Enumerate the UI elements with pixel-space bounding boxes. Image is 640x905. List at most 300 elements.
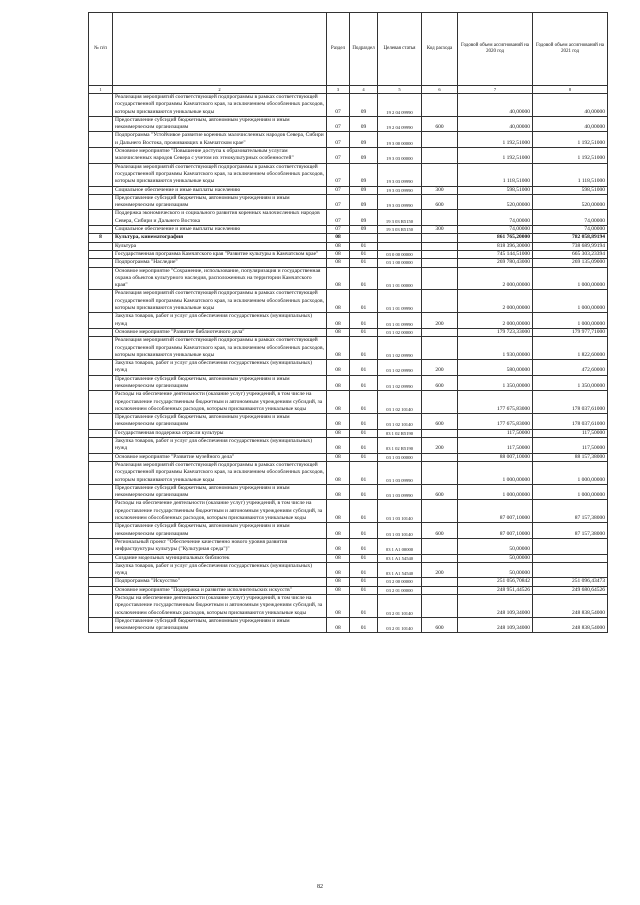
expense-code-cell [422, 290, 458, 313]
row-number-cell [89, 523, 113, 539]
row-name-cell: Закупка товаров, работ и услуг для обеспечения государственных (муниципальных) нужд [113, 313, 327, 329]
expense-code-cell: 600 [422, 375, 458, 391]
podrazdel-cell: 01 [350, 617, 378, 633]
table-row [89, 328, 608, 336]
podrazdel-cell: 01 [350, 391, 378, 414]
column-number: 1 [89, 86, 113, 94]
amount-2020-cell: 40,00000 [458, 94, 533, 117]
target-article-cell: 03 1 03 09990 [378, 461, 422, 484]
amount-2021-cell: 248 838,54000 [533, 595, 608, 618]
target-article-cell: 03 1 03 10140 [378, 500, 422, 523]
amount-2020-cell: 179 723,33000 [458, 328, 533, 336]
amount-2020-cell: 520,00000 [458, 194, 533, 210]
expense-code-cell [422, 578, 458, 586]
row-number-cell [89, 461, 113, 484]
razdel-cell: 07 [327, 148, 350, 164]
row-name-cell: Предоставление субсидий бюджетным, автономным учреждениям и иным некоммерческим организациям [113, 617, 327, 633]
table-row [89, 148, 608, 164]
amount-2021-cell: 1 000,00000 [533, 290, 608, 313]
amount-2021-cell: 40,00000 [533, 116, 608, 132]
table-row [89, 210, 608, 226]
amount-2020-cell: 87 007,10000 [458, 500, 533, 523]
table-row [89, 163, 608, 186]
row-name-cell: Основное мероприятие "Развитие музейного дела" [113, 453, 327, 461]
target-article-cell: 03 1 01 00000 [378, 267, 422, 290]
razdel-cell: 08 [327, 586, 350, 594]
razdel-cell: 08 [327, 337, 350, 360]
razdel-cell: 08 [327, 617, 350, 633]
expense-code-cell [422, 210, 458, 226]
table-row [89, 290, 608, 313]
target-article-cell: 03 2 01 10140 [378, 617, 422, 633]
razdel-cell: 08 [327, 538, 350, 554]
target-article-cell: 19 3 03 09990 [378, 186, 422, 194]
amount-2020-cell: 1 118,51000 [458, 163, 533, 186]
podrazdel-cell: 09 [350, 132, 378, 148]
amount-2021-cell: 40,00000 [533, 94, 608, 117]
row-name-cell: Государственная поддержка отрасли культуры [113, 429, 327, 437]
expense-code-cell [422, 163, 458, 186]
expense-code-cell: 600 [422, 194, 458, 210]
razdel-cell: 08 [327, 523, 350, 539]
razdel-cell: 07 [327, 116, 350, 132]
table-row [89, 267, 608, 290]
table-row [89, 414, 608, 430]
amount-2020-cell: 88 007,10000 [458, 453, 533, 461]
row-name-cell: Предоставление субсидий бюджетным, автономным учреждениям и иным некоммерческим организациям [113, 116, 327, 132]
target-article-cell: 03 1 02 R5190 [378, 438, 422, 454]
table-row [89, 132, 608, 148]
row-number-cell [89, 194, 113, 210]
amount-2020-cell: 177 675,83000 [458, 414, 533, 430]
target-article-cell: 03 1 03 10140 [378, 523, 422, 539]
table-row [89, 259, 608, 267]
table-row [89, 429, 608, 437]
expense-code-cell [422, 461, 458, 484]
amount-2021-cell: 251 096,43473 [533, 578, 608, 586]
podrazdel-cell: 09 [350, 116, 378, 132]
header-year-2020: Годовой объем ассигнований на 2020 год [458, 13, 533, 86]
row-number-cell [89, 391, 113, 414]
razdel-cell: 08 [327, 313, 350, 329]
amount-2021-cell: 472,60000 [533, 360, 608, 376]
column-number: 4 [350, 86, 378, 94]
table-row [89, 234, 608, 242]
row-number-cell [89, 259, 113, 267]
table-row [89, 375, 608, 391]
table-row [89, 586, 608, 594]
amount-2020-cell: 251 056,70842 [458, 578, 533, 586]
row-name-cell: Государственная программа Камчатского края "Развитие культуры в Камчатском крае" [113, 250, 327, 258]
row-name-cell: Реализация мероприятий соответствующей подпрограммы в рамках соответствующей государственной программы Камчатского края, за исключением обособленных расходов, которым присваиваются уникальные коды [113, 337, 327, 360]
amount-2020-cell: 1 192,51000 [458, 148, 533, 164]
expense-code-cell [422, 328, 458, 336]
target-article-cell: 19 3 00 00000 [378, 132, 422, 148]
row-name-cell: Поддержка экономического и социального развития коренных малочисленных народов Севера, Сибири и Дальнего Востока [113, 210, 327, 226]
expense-code-cell [422, 337, 458, 360]
row-number-cell [89, 360, 113, 376]
row-number-cell [89, 116, 113, 132]
row-name-cell: Расходы на обеспечение деятельности (оказание услуг) учреждений, в том числе на предоставление государственным бюджетным и автономным учреждениям субсидий, за исключением обособленных расходов, которым присваиваются уникальные коды [113, 595, 327, 618]
column-number: 5 [378, 86, 422, 94]
header-razdel: Раздел [327, 13, 350, 86]
amount-2020-cell: 50,00000 [458, 562, 533, 578]
razdel-cell: 08 [327, 578, 350, 586]
amount-2020-cell: 74,00000 [458, 226, 533, 234]
podrazdel-cell [350, 234, 378, 242]
row-name-cell: Основное мероприятие "Сохранение, использование, популяризация и государственная охрана объектов культурного наследия, расположенных на территории Камчатского края" [113, 267, 327, 290]
podrazdel-cell: 01 [350, 328, 378, 336]
amount-2021-cell: 782 058,89194 [533, 234, 608, 242]
amount-2020-cell: 269 780,43000 [458, 259, 533, 267]
podrazdel-cell: 09 [350, 194, 378, 210]
razdel-cell: 07 [327, 186, 350, 194]
row-number-cell [89, 94, 113, 117]
podrazdel-cell: 01 [350, 375, 378, 391]
razdel-cell: 08 [327, 461, 350, 484]
row-name-cell: Культура, кинематография [113, 234, 327, 242]
amount-2020-cell: 818 396,30000 [458, 242, 533, 250]
row-number-cell [89, 578, 113, 586]
target-article-cell: 03 1 00 00000 [378, 259, 422, 267]
amount-2021-cell: 1 118,51000 [533, 163, 608, 186]
table-row [89, 461, 608, 484]
target-article-cell: 19 3 03 09990 [378, 163, 422, 186]
amount-2021-cell: 1 000,00000 [533, 313, 608, 329]
amount-2020-cell: 598,51000 [458, 186, 533, 194]
row-number-cell [89, 586, 113, 594]
razdel-cell: 08 [327, 414, 350, 430]
expense-code-cell [422, 595, 458, 618]
amount-2021-cell: 87 157,38000 [533, 500, 608, 523]
target-article-cell: 03 1 02 R5190 [378, 429, 422, 437]
podrazdel-cell: 01 [350, 313, 378, 329]
row-number-cell [89, 226, 113, 234]
podrazdel-cell: 01 [350, 429, 378, 437]
podrazdel-cell: 01 [350, 414, 378, 430]
razdel-cell: 08 [327, 242, 350, 250]
razdel-cell: 07 [327, 94, 350, 117]
expense-code-cell [422, 554, 458, 562]
amount-2021-cell: 178 037,61000 [533, 391, 608, 414]
amount-2021-cell: 598,51000 [533, 186, 608, 194]
row-name-cell: Расходы на обеспечение деятельности (оказание услуг) учреждений, в том числе на предоставление государственным бюджетным и автономным учреждениям субсидий, за исключением обособленных расходов, которым присваиваются уникальные коды [113, 391, 327, 414]
row-number-cell [89, 429, 113, 437]
razdel-cell: 07 [327, 210, 350, 226]
header-target-article: Целевая статья [378, 13, 422, 86]
row-name-cell: Подпрограмма "Наследие" [113, 259, 327, 267]
razdel-cell: 07 [327, 132, 350, 148]
target-article-cell: 19 3 03 09990 [378, 194, 422, 210]
podrazdel-cell: 01 [350, 267, 378, 290]
row-number-cell [89, 186, 113, 194]
amount-2020-cell: 50,00000 [458, 554, 533, 562]
row-number-cell [89, 210, 113, 226]
target-article-cell: 03 1 03 00000 [378, 453, 422, 461]
budget-table [88, 12, 608, 633]
amount-2021-cell: 117,50000 [533, 438, 608, 454]
table-row [89, 116, 608, 132]
target-article-cell: 03 1 A1 54540 [378, 554, 422, 562]
expense-code-cell: 600 [422, 414, 458, 430]
column-number: 7 [458, 86, 533, 94]
amount-2020-cell: 87 007,10000 [458, 523, 533, 539]
amount-2021-cell: 738 689,99194 [533, 242, 608, 250]
row-number-cell [89, 290, 113, 313]
column-number: 2 [113, 86, 327, 94]
expense-code-cell [422, 429, 458, 437]
amount-2020-cell: 248 951,44526 [458, 586, 533, 594]
target-article-cell: 19 3 03 R5150 [378, 210, 422, 226]
row-name-cell: Основное мероприятие "Поддержка и развитие исполнительских искусств" [113, 586, 327, 594]
amount-2020-cell: 74,00000 [458, 210, 533, 226]
amount-2021-cell: 1 350,00000 [533, 375, 608, 391]
amount-2021-cell: 249 680,64526 [533, 586, 608, 594]
amount-2020-cell: 177 675,83000 [458, 391, 533, 414]
table-row [89, 484, 608, 500]
row-number-cell [89, 250, 113, 258]
amount-2020-cell: 861 765,20000 [458, 234, 533, 242]
razdel-cell: 08 [327, 234, 350, 242]
row-name-cell: Социальное обеспечение и иные выплаты населению [113, 186, 327, 194]
amount-2021-cell: 1 000,00000 [533, 267, 608, 290]
amount-2021-cell: 179 977,71000 [533, 328, 608, 336]
row-name-cell: Предоставление субсидий бюджетным, автономным учреждениям и иным некоммерческим организациям [113, 484, 327, 500]
header-expense-code: Код расхода [422, 13, 458, 86]
expense-code-cell: 300 [422, 186, 458, 194]
table-row [89, 617, 608, 633]
podrazdel-cell: 01 [350, 290, 378, 313]
table-row [89, 194, 608, 210]
razdel-cell: 08 [327, 391, 350, 414]
row-name-cell: Реализация мероприятий соответствующей подпрограммы в рамках соответствующей государственной программы Камчатского края, за исключением обособленных расходов, которым присваиваются уникальные коды [113, 461, 327, 484]
amount-2020-cell: 2 000,00000 [458, 313, 533, 329]
amount-2020-cell: 1 350,00000 [458, 375, 533, 391]
target-article-cell: 19 2 04 09990 [378, 116, 422, 132]
amount-2020-cell: 1 000,00000 [458, 484, 533, 500]
razdel-cell: 08 [327, 250, 350, 258]
row-name-cell: Культура [113, 242, 327, 250]
amount-2021-cell: 178 037,61000 [533, 414, 608, 430]
razdel-cell: 08 [327, 500, 350, 523]
target-article-cell: 03 1 01 09990 [378, 313, 422, 329]
target-article-cell: 03 2 00 00000 [378, 578, 422, 586]
amount-2020-cell: 50,00000 [458, 538, 533, 554]
amount-2021-cell: 1 192,51000 [533, 132, 608, 148]
row-number-cell [89, 453, 113, 461]
amount-2020-cell: 248 109,34000 [458, 595, 533, 618]
row-number-cell [89, 328, 113, 336]
target-article-cell: 03 2 01 00000 [378, 586, 422, 594]
expense-code-cell: 600 [422, 116, 458, 132]
row-number-cell [89, 500, 113, 523]
expense-code-cell [422, 267, 458, 290]
podrazdel-cell: 01 [350, 259, 378, 267]
table-header [89, 13, 608, 86]
target-article-cell: 03 1 A1 54540 [378, 562, 422, 578]
row-number-cell [89, 595, 113, 618]
amount-2021-cell: 74,00000 [533, 210, 608, 226]
table-row [89, 94, 608, 117]
row-number-cell [89, 132, 113, 148]
row-name-cell: Социальное обеспечение и иные выплаты населению [113, 226, 327, 234]
row-name-cell: Предоставление субсидий бюджетным, автономным учреждениям и иным некоммерческим организациям [113, 194, 327, 210]
row-number-cell [89, 267, 113, 290]
amount-2020-cell: 580,00000 [458, 360, 533, 376]
expense-code-cell: 300 [422, 226, 458, 234]
expense-code-cell [422, 234, 458, 242]
amount-2021-cell: 88 157,38000 [533, 453, 608, 461]
amount-2020-cell: 2 000,00000 [458, 267, 533, 290]
podrazdel-cell: 01 [350, 500, 378, 523]
expense-code-cell: 600 [422, 523, 458, 539]
expense-code-cell [422, 391, 458, 414]
header-year-2021: Годовой объем ассигнований на 2021 год [533, 13, 608, 86]
expense-code-cell: 200 [422, 360, 458, 376]
amount-2020-cell: 248 109,34000 [458, 617, 533, 633]
row-number-cell [89, 242, 113, 250]
row-name-cell: Основное мероприятие "Повышение доступа к образовательным услугам малочисленных народов Севера с учетом их этнокультурных особенностей" [113, 148, 327, 164]
row-number-cell [89, 163, 113, 186]
expense-code-cell [422, 94, 458, 117]
row-name-cell: Основное мероприятие "Развитие библиотечного дела" [113, 328, 327, 336]
table-row [89, 562, 608, 578]
razdel-cell: 08 [327, 453, 350, 461]
podrazdel-cell: 01 [350, 578, 378, 586]
podrazdel-cell: 01 [350, 538, 378, 554]
expense-code-cell [422, 242, 458, 250]
target-article-cell: 03 1 02 10140 [378, 391, 422, 414]
razdel-cell: 08 [327, 328, 350, 336]
expense-code-cell [422, 586, 458, 594]
target-article-cell: 03 1 02 09990 [378, 337, 422, 360]
razdel-cell: 08 [327, 562, 350, 578]
header-number: № п/п [89, 13, 113, 86]
podrazdel-cell: 01 [350, 554, 378, 562]
amount-2021-cell: 117,50000 [533, 429, 608, 437]
podrazdel-cell: 01 [350, 453, 378, 461]
podrazdel-cell: 01 [350, 484, 378, 500]
row-name-cell: Предоставление субсидий бюджетным, автономным учреждениям и иным некоммерческим организациям [113, 523, 327, 539]
expense-code-cell: 600 [422, 617, 458, 633]
row-name-cell: Закупка товаров, работ и услуг для обеспечения государственных (муниципальных) нужд [113, 562, 327, 578]
expense-code-cell [422, 132, 458, 148]
row-number-cell [89, 148, 113, 164]
amount-2021-cell: 665 303,23394 [533, 250, 608, 258]
table-row [89, 523, 608, 539]
podrazdel-cell: 09 [350, 94, 378, 117]
table-row [89, 186, 608, 194]
page-number: 82 [317, 884, 323, 890]
target-article-cell [378, 242, 422, 250]
row-number-cell [89, 337, 113, 360]
amount-2021-cell: 1 822,60000 [533, 337, 608, 360]
amount-2020-cell: 1 192,51000 [458, 132, 533, 148]
razdel-cell: 08 [327, 429, 350, 437]
row-number-cell [89, 313, 113, 329]
row-name-cell: Подпрограмма "Искусство" [113, 578, 327, 586]
amount-2020-cell: 40,00000 [458, 116, 533, 132]
podrazdel-cell: 01 [350, 595, 378, 618]
table-row [89, 337, 608, 360]
column-number: 6 [422, 86, 458, 94]
amount-2021-cell: 248 838,54000 [533, 617, 608, 633]
row-name-cell: Подпрограмма "Устойчивое развитие коренных малочисленных народов Севера, Сибири и Дальнего Востока, проживающих в Камчатском крае" [113, 132, 327, 148]
amount-2020-cell: 117,50000 [458, 429, 533, 437]
expense-code-cell: 200 [422, 438, 458, 454]
target-article-cell: 03 1 03 09990 [378, 484, 422, 500]
target-article-cell: 03 0 00 00000 [378, 250, 422, 258]
row-name-cell: Расходы на обеспечение деятельности (оказание услуг) учреждений, в том числе на предоставление государственным бюджетным и автономным учреждениям субсидий, за исключением обособленных расходов, которым присваиваются уникальные коды [113, 500, 327, 523]
row-number-cell [89, 538, 113, 554]
target-article-cell: 03 1 02 09990 [378, 360, 422, 376]
target-article-cell: 19 3 03 00000 [378, 148, 422, 164]
razdel-cell: 08 [327, 375, 350, 391]
row-name-cell: Реализация мероприятий соответствующей подпрограммы в рамках соответствующей государственной программы Камчатского края, за исключением обособленных расходов, которым присваиваются уникальные коды [113, 94, 327, 117]
amount-2021-cell: 520,00000 [533, 194, 608, 210]
row-name-cell: Региональный проект "Обеспечение качественно нового уровня развития инфраструктуры культуры ("Культурная среда")" [113, 538, 327, 554]
row-name-cell: Реализация мероприятий соответствующей подпрограммы в рамках соответствующей государственной программы Камчатского края, за исключением обособленных расходов, которым присваиваются уникальные коды [113, 163, 327, 186]
row-name-cell: Закупка товаров, работ и услуг для обеспечения государственных (муниципальных) нужд [113, 438, 327, 454]
podrazdel-cell: 01 [350, 360, 378, 376]
amount-2021-cell [533, 562, 608, 578]
amount-2020-cell: 745 144,51000 [458, 250, 533, 258]
table-row [89, 391, 608, 414]
row-number-cell [89, 375, 113, 391]
table-row [89, 250, 608, 258]
row-number-cell: 8 [89, 234, 113, 242]
podrazdel-cell: 09 [350, 163, 378, 186]
row-name-cell: Закупка товаров, работ и услуг для обеспечения государственных (муниципальных) нужд [113, 360, 327, 376]
column-numbers-row [89, 86, 608, 94]
amount-2021-cell: 269 135,09000 [533, 259, 608, 267]
podrazdel-cell: 09 [350, 226, 378, 234]
razdel-cell: 07 [327, 194, 350, 210]
podrazdel-cell: 01 [350, 438, 378, 454]
podrazdel-cell: 01 [350, 586, 378, 594]
column-number: 3 [327, 86, 350, 94]
razdel-cell: 08 [327, 484, 350, 500]
table-row [89, 578, 608, 586]
header-podrazdel: Подраздел [350, 13, 378, 86]
razdel-cell: 07 [327, 163, 350, 186]
amount-2021-cell: 87 157,38000 [533, 523, 608, 539]
razdel-cell: 08 [327, 267, 350, 290]
row-number-cell [89, 414, 113, 430]
amount-2021-cell: 1 192,51000 [533, 148, 608, 164]
razdel-cell: 08 [327, 259, 350, 267]
razdel-cell: 07 [327, 226, 350, 234]
expense-code-cell [422, 538, 458, 554]
target-article-cell: 19 2 04 09990 [378, 94, 422, 117]
podrazdel-cell: 09 [350, 210, 378, 226]
podrazdel-cell: 01 [350, 461, 378, 484]
amount-2021-cell: 1 000,00000 [533, 461, 608, 484]
target-article-cell [378, 234, 422, 242]
podrazdel-cell: 01 [350, 337, 378, 360]
table-row [89, 538, 608, 554]
expense-code-cell: 600 [422, 484, 458, 500]
expense-code-cell [422, 453, 458, 461]
row-number-cell [89, 562, 113, 578]
table-row [89, 453, 608, 461]
table-row [89, 595, 608, 618]
target-article-cell: 19 3 03 R5150 [378, 226, 422, 234]
expense-code-cell [422, 250, 458, 258]
table-row [89, 242, 608, 250]
row-number-cell [89, 554, 113, 562]
podrazdel-cell: 01 [350, 523, 378, 539]
